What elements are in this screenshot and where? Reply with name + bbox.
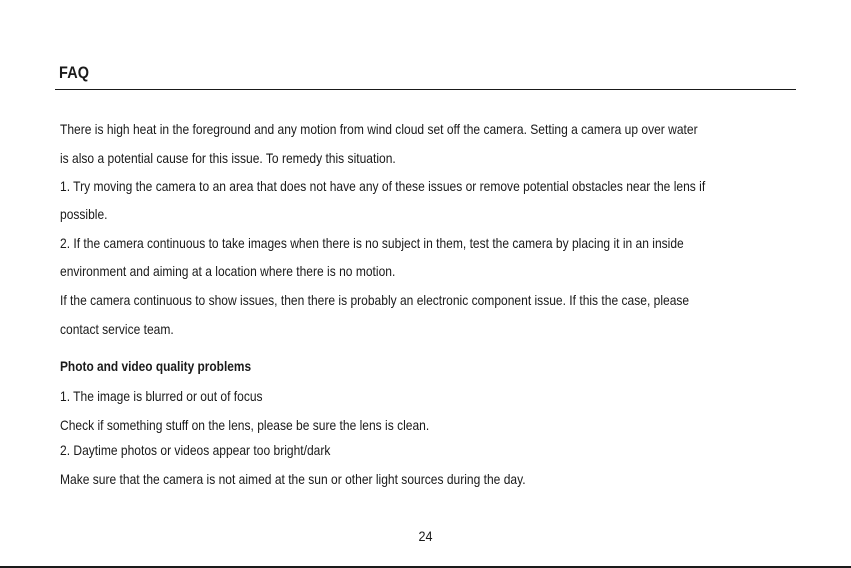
paragraph-line: Check if something stuff on the lens, please be sure the lens is clean. bbox=[60, 417, 430, 433]
paragraph-line: is also a potential cause for this issue. To remedy this situation. bbox=[60, 150, 396, 166]
page-title: FAQ bbox=[59, 63, 90, 82]
title-divider bbox=[55, 89, 796, 90]
paragraph-line: 2. If the camera continuous to take images when there is no subject in them, test the camera by placing it in an inside bbox=[60, 235, 684, 251]
paragraph-line: There is high heat in the foreground and any motion from wind cloud set off the camera. Setting a camera up over water bbox=[60, 121, 698, 137]
paragraph-line: possible. bbox=[60, 206, 108, 222]
paragraph-line: If the camera continuous to show issues, then there is probably an electronic component issue. If this the case, please bbox=[60, 292, 690, 308]
paragraph-line: 1. Try moving the camera to an area that does not have any of these issues or remove potential obstacles near the lens if bbox=[60, 178, 706, 194]
section-heading: Photo and video quality problems bbox=[60, 358, 252, 374]
page-number: 24 bbox=[418, 528, 433, 544]
paragraph-line: 2. Daytime photos or videos appear too bright/dark bbox=[60, 442, 331, 458]
paragraph-line: environment and aiming at a location where there is no motion. bbox=[60, 263, 396, 279]
paragraph-line: Make sure that the camera is not aimed at the sun or other light sources during the day. bbox=[60, 471, 526, 487]
paragraph-line: 1. The image is blurred or out of focus bbox=[60, 388, 263, 404]
paragraph-line: contact service team. bbox=[60, 321, 174, 337]
